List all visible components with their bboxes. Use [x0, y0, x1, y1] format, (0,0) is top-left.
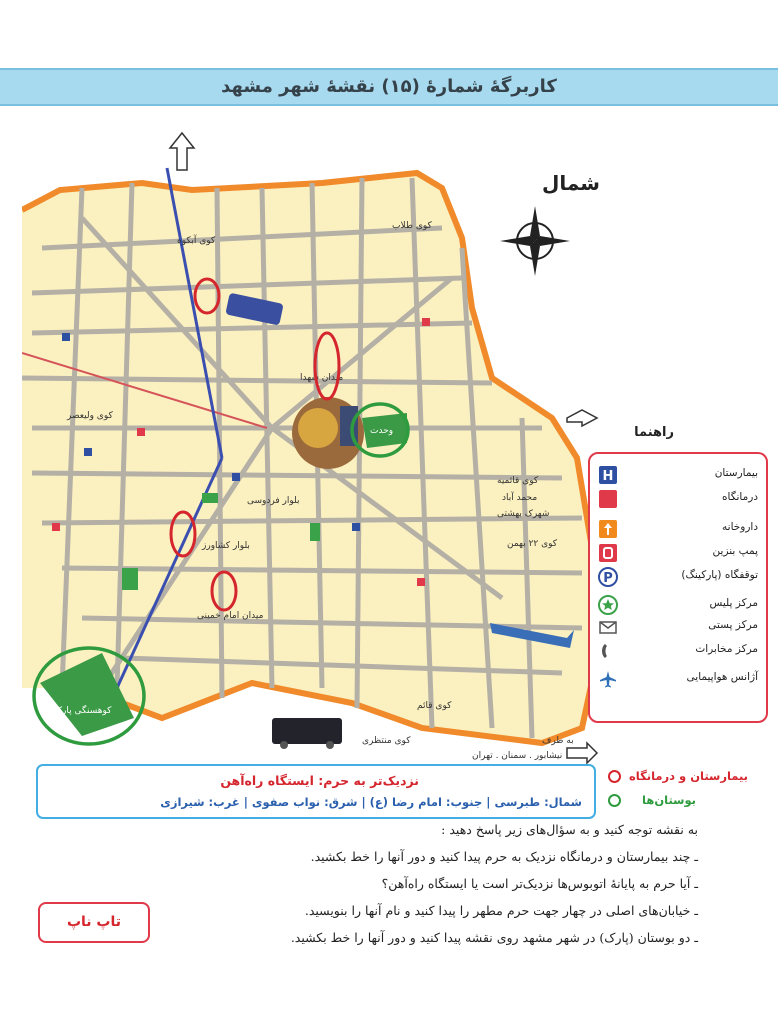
- post-icon: [598, 617, 618, 637]
- answer-key-hospitals: بیمارستان و درمانگاه: [608, 769, 748, 787]
- svg-text:H: H: [602, 469, 614, 484]
- street-label: میدان شهدا: [300, 373, 344, 383]
- worksheet-title: کاربرگهٔ شمارهٔ (۱۵) نقشهٔ شهر مشهد: [221, 76, 557, 97]
- legend-title: راهنما: [634, 425, 674, 440]
- edge-label: به طرف: [542, 736, 574, 746]
- legend-item-airline: آژانس هواپیمایی: [594, 668, 758, 690]
- question-item: ـ خیابان‌های اصلی در چهار جهت حرم مطهر را پیدا کنید و نام آنها را بنویسید.: [304, 903, 698, 918]
- legend-item-police: مرکز پلیس: [594, 594, 758, 616]
- street-label: کوی طلاب: [392, 221, 432, 231]
- street-label: کوی منتظری: [362, 736, 411, 746]
- question-item: ـ دو بوستان (پارک) در شهر مشهد روی نقشه پیدا کنید و دور آنها را خط بکشید.: [290, 930, 698, 945]
- parking-icon: [598, 567, 618, 587]
- police-icon: [598, 595, 618, 615]
- small-park: [202, 493, 218, 503]
- compass-letter: N: [529, 235, 541, 250]
- hospital-icon: [598, 465, 618, 485]
- street-label: کوی قائمیه: [497, 476, 539, 486]
- worksheet-title-bar: [0, 68, 778, 106]
- question-item: ـ چند بیمارستان و درمانگاه نزدیک به حرم پیدا کنید و دور آنها را خط بکشید.: [310, 849, 698, 864]
- legend-item-parking: P توقفگاه (پارکینگ): [594, 566, 758, 588]
- street-label: کوی ۲۲ بهمن: [507, 539, 558, 549]
- street-label: شهرک بهشتی: [497, 509, 550, 519]
- street-label: محمد آباد: [502, 493, 538, 503]
- clinic-icon: [598, 489, 618, 509]
- gas-station-icon: [598, 543, 618, 563]
- north-label: شمال: [542, 171, 600, 195]
- brand-badge: [38, 902, 150, 943]
- answer-line-2: شمال: طبرسی | جنوب: امام رضا (ع) | شرق: نواب صفوی | غرب: شیرازی: [160, 795, 582, 809]
- questions-intro: به نقشه توجه کنید و به سؤال‌های زیر پاسخ دهید :: [441, 822, 698, 837]
- street-label: کوهسنگی پارک: [54, 706, 112, 716]
- red-ring-icon: [608, 770, 621, 783]
- answer-key-parks: بوستان‌ها: [608, 793, 696, 811]
- airplane-icon: [598, 669, 618, 689]
- bus-image: [272, 718, 342, 744]
- street-label: وحدت: [370, 426, 394, 436]
- legend-item-gas-station: پمپ بنزین: [594, 542, 758, 564]
- street-label: بلوار کشاورز: [202, 541, 250, 551]
- answers-box: [36, 764, 596, 819]
- pharmacy-icon: [598, 519, 618, 539]
- city-map: [22, 128, 600, 768]
- answer-line-1: نزدیک‌تر به حرم: ایستگاه راه‌آهن: [220, 773, 419, 788]
- svg-text:P: P: [603, 571, 613, 586]
- legend-item-hospital: H بیمارستان: [594, 464, 758, 486]
- street-label: میدان امام خمینی: [197, 611, 264, 621]
- legend-item-telecom: مرکز مخابرات: [594, 640, 758, 662]
- telecom-icon: [598, 641, 618, 661]
- question-item: ـ آیا حرم به پایانهٔ اتوبوس‌ها نزدیک‌تر است یا ایستگاه راه‌آهن؟: [381, 876, 698, 891]
- brand-label: تاپ ناپ: [66, 914, 122, 930]
- street-label: بلوار فردوسی: [247, 496, 300, 506]
- edge-label: نیشابور . سمنان . تهران: [472, 751, 563, 761]
- street-label: کوی ولیعصر: [67, 411, 113, 421]
- legend-box: [588, 452, 768, 723]
- street-label: کوی قائم: [417, 701, 452, 711]
- legend-item-post: مرکز پستی: [594, 616, 758, 638]
- legend-item-pharmacy: داروخانه: [594, 518, 758, 540]
- legend-item-clinic: درمانگاه: [594, 488, 758, 510]
- street-label: کوی آبکوه: [177, 236, 216, 246]
- green-ring-icon: [608, 794, 621, 807]
